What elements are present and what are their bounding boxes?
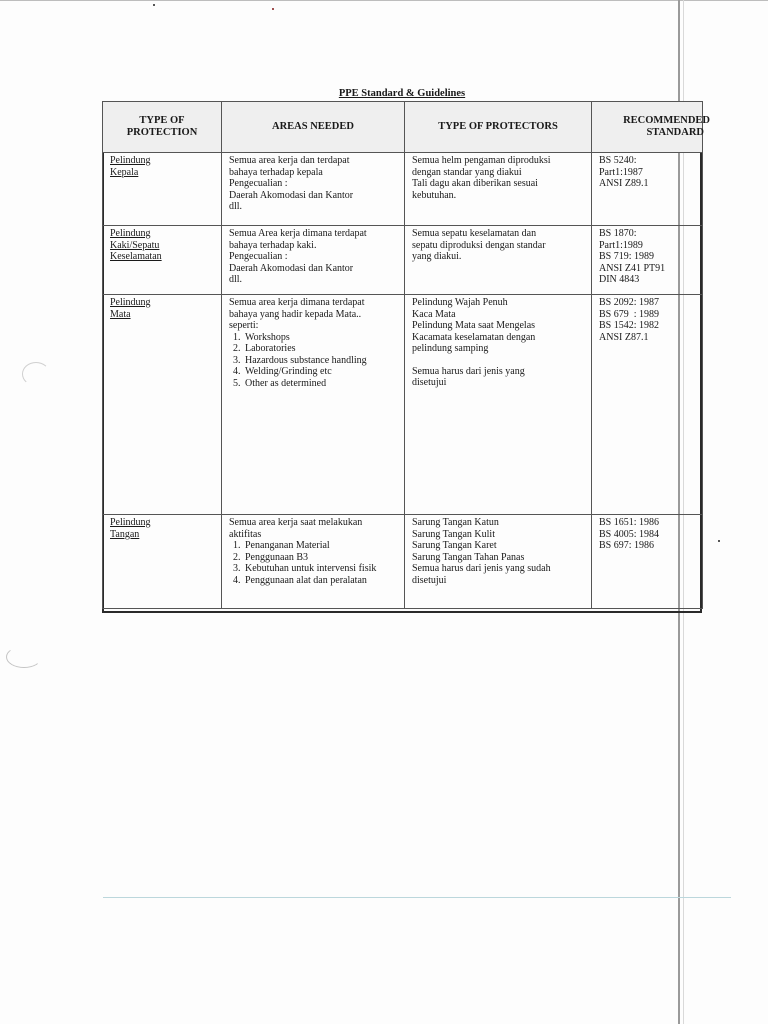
protectors-line: kebutuhan. (412, 189, 457, 201)
areas-line: Daerah Akomodasi dan Kantor (229, 262, 354, 274)
areas-line: bahaya terhadap kaki. (229, 239, 317, 251)
standard-line: BS 1870: (599, 228, 637, 239)
ppe-table-frame (102, 101, 710, 613)
cell-areas-needed (222, 515, 405, 609)
protectors-line: Sarung Tangan Kulit (412, 528, 495, 540)
cell-type-of-protectors (405, 226, 592, 295)
protectors-line: Sarung Tangan Karet (412, 540, 497, 551)
areas-list (229, 540, 398, 586)
protection-type-line: Pelindung (110, 297, 151, 308)
protectors-line: pelindung samping (412, 343, 489, 354)
cell-type-of-protectors (405, 153, 592, 226)
protectors-line: Kacamata keselamatan dengan (412, 331, 536, 343)
standard-line: Part1:1989 (599, 239, 643, 251)
standard-line: BS 1542: 1982 (599, 320, 660, 331)
protection-type-line: Mata (110, 308, 131, 320)
list-item: 1. Penanganan Material (243, 540, 398, 552)
standard-line: ANSI Z87.1 (599, 331, 649, 343)
standard-line: BS 2092: 1987 (599, 297, 660, 308)
areas-line: dll. (229, 274, 243, 285)
cell-areas-needed (222, 153, 405, 226)
protectors-line: sepatu diproduksi dengan standar (412, 239, 546, 251)
scan-dust (153, 4, 155, 6)
header-recommended-standard (592, 102, 710, 153)
cell-recommended-standard (592, 153, 703, 226)
protection-type-line: Tangan (110, 528, 140, 540)
protection-type-line: Kepala (110, 166, 139, 178)
areas-line: Semua area kerja dimana terdapat (229, 297, 365, 308)
protectors-line: yang diakui. (412, 251, 462, 262)
cell-areas-needed (222, 295, 405, 515)
protectors-line: Semua helm pengaman diproduksi (412, 155, 551, 166)
protectors-line: Sarung Tangan Katun (412, 517, 499, 528)
header-type-of-protection (103, 102, 222, 153)
standard-line: BS 719: 1989 (599, 251, 655, 262)
protectors-line: Pelindung Mata saat Mengelas (412, 320, 536, 331)
scan-artifact-line (103, 897, 731, 898)
header-line: PROTECTION (126, 127, 198, 138)
cell-recommended-standard (592, 226, 703, 295)
areas-line: dll. (229, 201, 243, 212)
areas-line: aktifitas (229, 528, 262, 540)
protection-type-line: Keselamatan (110, 251, 162, 262)
header-line: TYPE OF (139, 115, 185, 126)
areas-line: bahaya yang hadir kepada Mata.. (229, 308, 362, 320)
areas-line: Pengecualian : (229, 251, 288, 262)
table-header-row (103, 102, 703, 153)
table-row (103, 515, 703, 609)
list-item: 3. Kebutuhan untuk intervensi fisik (243, 563, 398, 575)
spacer (412, 355, 585, 366)
areas-line: bahaya terhadap kepala (229, 166, 323, 178)
list-item: 5. Other as determined (243, 378, 398, 390)
areas-line: seperti: (229, 320, 259, 331)
cell-type-of-protectors (405, 295, 592, 515)
protection-type-line: Kaki/Sepatu (110, 239, 160, 251)
areas-line: Daerah Akomodasi dan Kantor (229, 189, 354, 201)
table-row (103, 226, 703, 295)
list-item: 4. Penggunaan alat dan peralatan (243, 575, 398, 587)
cell-recommended-standard (592, 515, 703, 609)
protectors-note-line: disetujui (412, 377, 447, 388)
protectors-line: Semua harus dari jenis yang sudah (412, 563, 551, 574)
cell-areas-needed (222, 226, 405, 295)
standard-line: BS 697: 1986 (599, 540, 655, 551)
standard-line: ANSI Z89.1 (599, 178, 649, 189)
protectors-line: disetujui (412, 574, 447, 586)
list-item: 3. Hazardous substance handling (243, 355, 398, 367)
cell-protection-type (103, 515, 222, 609)
areas-line: Semua area kerja saat melakukan (229, 517, 363, 528)
standard-line: ANSI Z41 PT91 (599, 262, 666, 274)
list-item: 4. Welding/Grinding etc (243, 366, 398, 378)
areas-line: Pengecualian : (229, 178, 288, 189)
header-type-of-protectors: TYPE OF PROTECTORS (405, 102, 592, 153)
protectors-line: Kaca Mata (412, 308, 456, 320)
list-item: 2. Penggunaan B3 (243, 552, 398, 564)
table-row (103, 153, 703, 226)
areas-line: Semua Area kerja dimana terdapat (229, 228, 367, 239)
protectors-line: Semua sepatu keselamatan dan (412, 228, 537, 239)
ppe-table (102, 101, 710, 609)
list-item: 2. Laboratories (243, 343, 398, 355)
protectors-line: Pelindung Wajah Penuh (412, 297, 508, 308)
table-row (103, 295, 703, 515)
header-line: RECOMMENDED (623, 115, 710, 126)
cell-protection-type (103, 226, 222, 295)
protection-type-line: Pelindung (110, 228, 151, 239)
protectors-line: Tali dagu akan diberikan sesuai (412, 178, 538, 189)
scan-smudge-left (22, 362, 50, 386)
header-line: STANDARD (646, 127, 704, 138)
protectors-note-line: Semua harus dari jenis yang (412, 365, 525, 377)
cell-protection-type (103, 153, 222, 226)
protectors-line: Sarung Tangan Tahan Panas (412, 551, 525, 563)
table-body (103, 153, 703, 609)
list-item: 1. Workshops (243, 332, 398, 344)
cell-recommended-standard (592, 295, 703, 515)
standard-line: BS 1651: 1986 (599, 517, 660, 528)
cell-type-of-protectors (405, 515, 592, 609)
protection-type-line: Pelindung (110, 155, 151, 166)
page-top-edge (0, 0, 768, 1)
standard-line: Part1:1987 (599, 166, 643, 178)
standard-line: DIN 4843 (599, 274, 640, 285)
page-title: PPE Standard & Guidelines (338, 88, 466, 99)
areas-list (229, 332, 398, 390)
protection-type-line: Pelindung (110, 517, 151, 528)
scan-dust (272, 8, 274, 10)
standard-line: BS 4005: 1984 (599, 528, 660, 540)
areas-line: Semua area kerja dan terdapat (229, 155, 350, 166)
scan-smudge-left-lower (6, 646, 42, 668)
header-areas-needed: AREAS NEEDED (222, 102, 405, 153)
standard-line: BS 5240: (599, 155, 637, 166)
cell-protection-type (103, 295, 222, 515)
scan-dust (718, 540, 720, 542)
standard-line: BS 679 : 1989 (599, 308, 660, 320)
protectors-line: dengan standar yang diakui (412, 166, 522, 178)
